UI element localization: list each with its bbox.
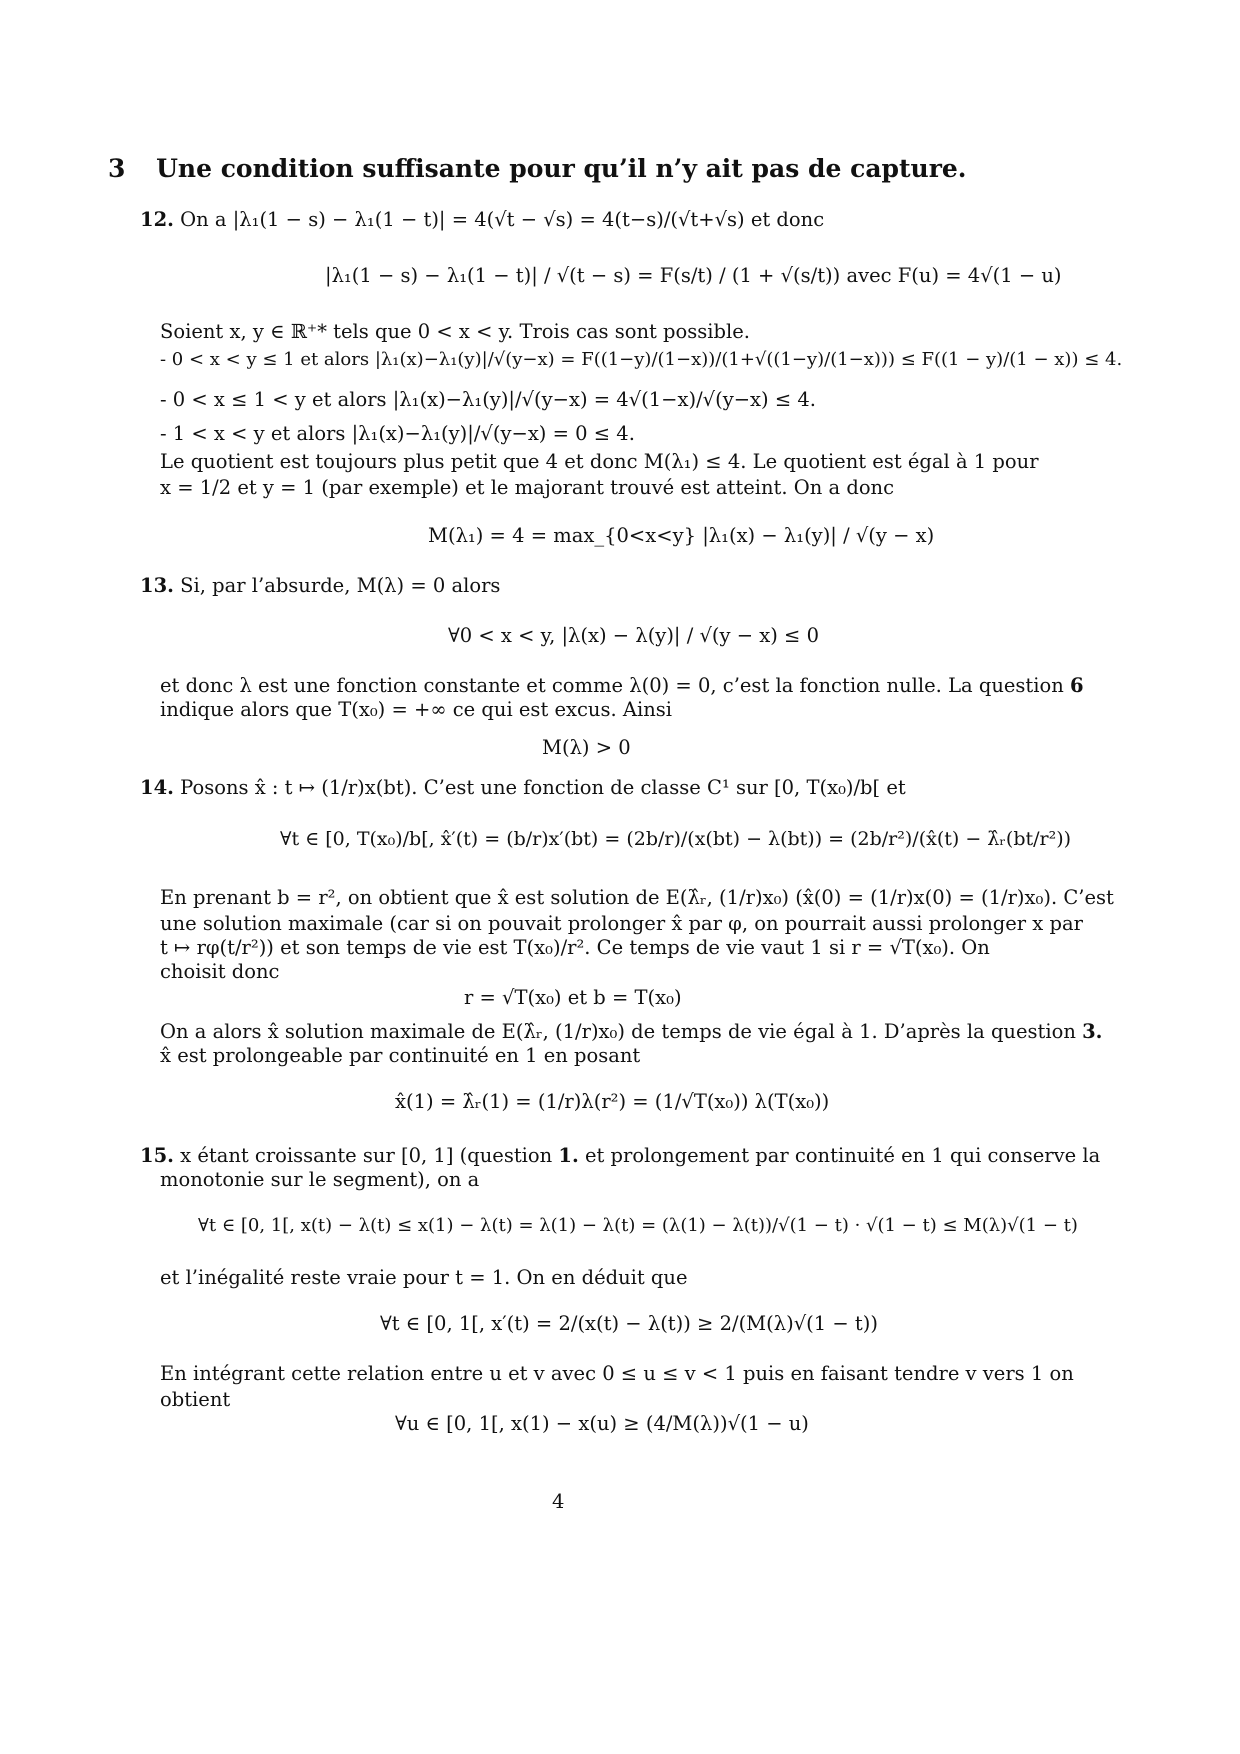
q15-text-1a: x étant croissante sur [0, 1] (question <box>180 1144 553 1167</box>
q15-equation-1: ∀t ∈ [0, 1[, x(t) − λ(t) ≤ x(1) − λ(t) = λ(1) − λ(t) = (λ(1) − λ(t))/√(1 − t) · √(1 − t) ≤ M(λ)√(1 − t) <box>198 1215 1078 1236</box>
q14-text-6-body: On a alors x̂ solution maximale de E(λ̂ᵣ, (1/r)x₀) de temps de vie égal à 1. D’après la question <box>160 1020 1076 1043</box>
q13-ref-question: 6 <box>1070 674 1084 697</box>
q14-text-5: choisit donc <box>160 960 280 983</box>
q12-text-2: Soient x, y ∈ ℝ⁺* tels que 0 < x < y. Trois cas sont possible. <box>160 320 750 343</box>
q14-text-7: x̂ est prolongeable par continuité en 1 en posant <box>160 1044 641 1067</box>
q14-equation-2: r = √T(x₀) et b = T(x₀) <box>464 986 682 1009</box>
q13-equation-2: M(λ) > 0 <box>542 736 631 759</box>
q12-label: 12. <box>140 208 174 231</box>
q12-case-3: - 1 < x < y et alors |λ₁(x)−λ₁(y)|/√(y−x) = 0 ≤ 4. <box>160 422 635 445</box>
q14-label: 14. <box>140 776 174 799</box>
q15-equation-3: ∀u ∈ [0, 1[, x(1) − x(u) ≥ (4/M(λ))√(1 − u) <box>395 1412 809 1435</box>
q14-line-1 <box>140 774 906 801</box>
q14-text-2: En prenant b = r², on obtient que x̂ est solution de E(λ̂ᵣ, (1/r)x₀) (x̂(0) = (1/r)x(0) = (1/r)x₀). C’est <box>160 886 1114 909</box>
q13-line-1 <box>140 572 500 599</box>
q13-text-2b: indique alors que T(x₀) = +∞ ce qui est excus. Ainsi <box>160 698 673 721</box>
q12-case-2: - 0 < x ≤ 1 < y et alors |λ₁(x)−λ₁(y)|/√(y−x) = 4√(1−x)/√(y−x) ≤ 4. <box>160 388 816 411</box>
q15-equation-2: ∀t ∈ [0, 1[, x′(t) = 2/(x(t) − λ(t)) ≥ 2/(M(λ)√(1 − t)) <box>380 1312 878 1335</box>
q15-ref-question: 1. <box>558 1144 579 1167</box>
section-number: 3 <box>108 154 126 183</box>
q15-line-1 <box>140 1142 1100 1169</box>
section-heading <box>108 153 967 185</box>
section-title: Une condition suffisante pour qu’il n’y ait pas de capture. <box>156 154 967 183</box>
q14-equation-3: x̂(1) = λ̂ᵣ(1) = (1/r)λ(r²) = (1/√T(x₀)) λ(T(x₀)) <box>395 1090 830 1113</box>
q12-text-1: On a |λ₁(1 − s) − λ₁(1 − t)| = 4(√t − √s) = 4(t−s)/(√t+√s) et donc <box>180 208 825 231</box>
q15-text-5: obtient <box>160 1388 231 1411</box>
q12-line-1 <box>140 206 824 233</box>
q12-text-3b: x = 1/2 et y = 1 (par exemple) et le majorant trouvé est atteint. On a donc <box>160 476 895 499</box>
q14-text-1: Posons x̂ : t ↦ (1/r)x(bt). C’est une fonction de classe C¹ sur [0, T(x₀)/b[ et <box>180 776 906 799</box>
q14-equation-1: ∀t ∈ [0, T(x₀)/b[, x̂′(t) = (b/r)x′(bt) = (2b/r)/(x(bt) − λ(bt)) = (2b/r²)/(x̂(t) − λ̂ᵣ(bt/r²)) <box>280 828 1072 850</box>
q13-text-2a <box>160 672 1084 699</box>
q14-text-3: une solution maximale (car si on pouvait prolonger x̂ par φ, on pourrait aussi prolonger x par <box>160 912 1083 935</box>
q14-text-4: t ↦ rφ(t/r²)) et son temps de vie est T(x₀)/r². Ce temps de vie vaut 1 si r = √T(x₀). On <box>160 936 990 959</box>
q12-text-3a: Le quotient est toujours plus petit que 4 et donc M(λ₁) ≤ 4. Le quotient est égal à 1 pour <box>160 450 1039 473</box>
q12-case-1: - 0 < x < y ≤ 1 et alors |λ₁(x)−λ₁(y)|/√(y−x) = F((1−y)/(1−x))/(1+√((1−y)/(1−x))) ≤ F((1 − y)/(1 − x)) ≤ 4. <box>160 349 1123 370</box>
page-number: 4 <box>552 1490 565 1513</box>
q12-equation-2: M(λ₁) = 4 = max_{0<x<y} |λ₁(x) − λ₁(y)| / √(y − x) <box>428 524 935 547</box>
q12-equation-1: |λ₁(1 − s) − λ₁(1 − t)| / √(t − s) = F(s/t) / (1 + √(s/t)) avec F(u) = 4√(1 − u) <box>325 264 1062 287</box>
q14-text-6 <box>160 1018 1102 1045</box>
q14-ref-question: 3. <box>1082 1020 1103 1043</box>
q13-text-2a-body: et donc λ est une fonction constante et comme λ(0) = 0, c’est la fonction nulle. La question <box>160 674 1064 697</box>
q13-label: 13. <box>140 574 174 597</box>
q13-equation-1: ∀0 < x < y, |λ(x) − λ(y)| / √(y − x) ≤ 0 <box>448 624 820 647</box>
q15-text-2: monotonie sur le segment), on a <box>160 1168 480 1191</box>
q13-text-1: Si, par l’absurde, M(λ) = 0 alors <box>180 574 501 597</box>
q15-label: 15. <box>140 1144 174 1167</box>
q15-text-1b: et prolongement par continuité en 1 qui conserve la <box>584 1144 1101 1167</box>
q15-text-3: et l’inégalité reste vraie pour t = 1. On en déduit que <box>160 1266 688 1289</box>
q15-text-4: En intégrant cette relation entre u et v avec 0 ≤ u ≤ v < 1 puis en faisant tendre v vers 1 on <box>160 1362 1074 1385</box>
